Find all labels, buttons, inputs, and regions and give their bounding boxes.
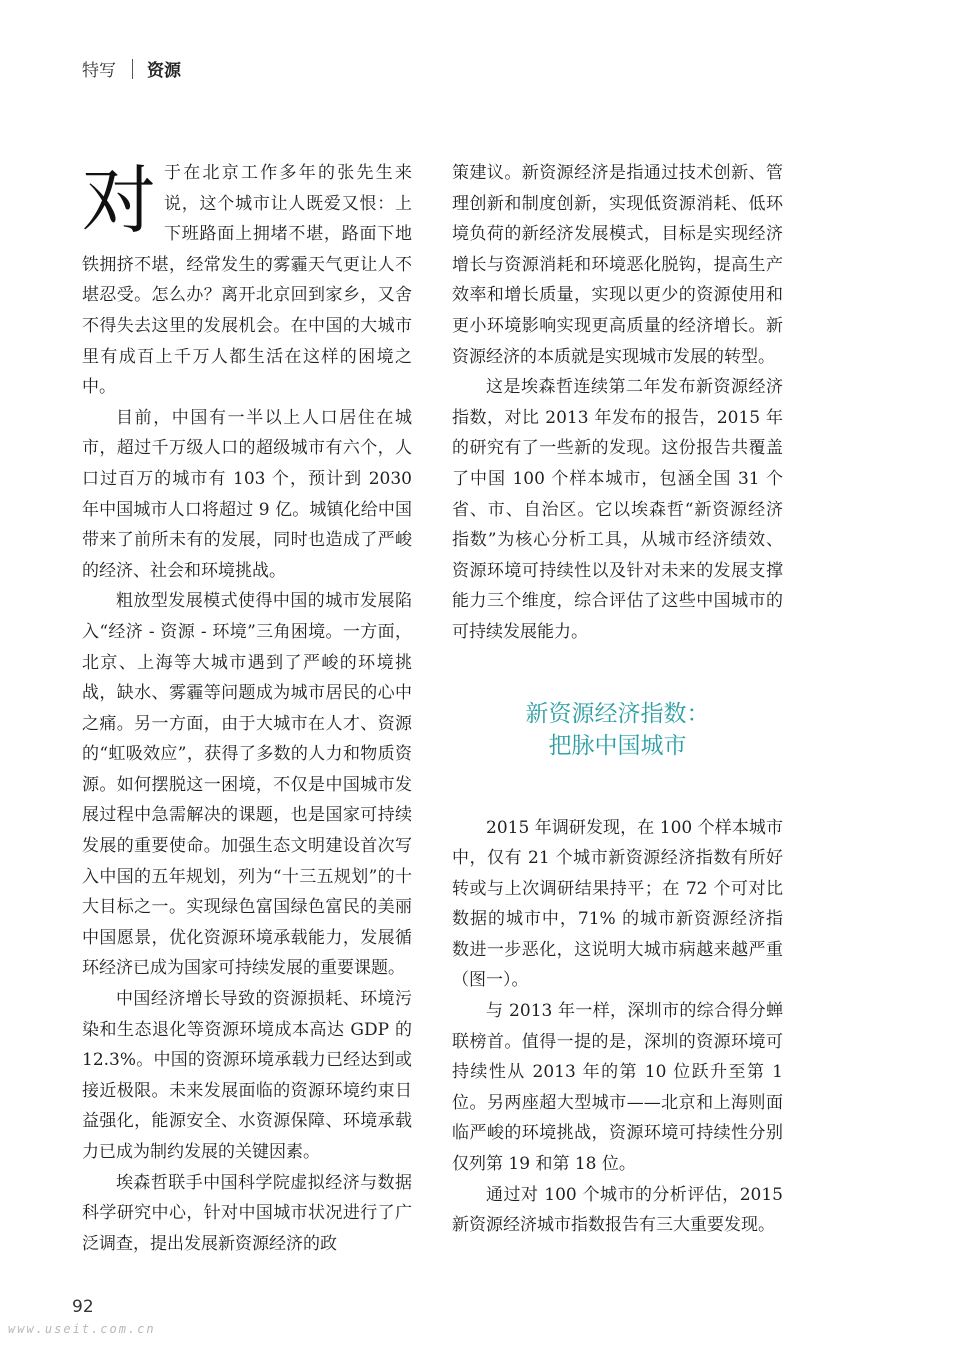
paragraph: 埃森哲联手中国科学院虚拟经济与数据科学研究中心，针对中国城市状况进行了广泛调查，提出发展新资源经济的政 bbox=[82, 1172, 412, 1254]
watermark: www.useit.com.cn bbox=[8, 1322, 156, 1336]
right-column bbox=[452, 158, 783, 1241]
paragraph: 目前，中国有一半以上人口居住在城市，超过千万级人口的超级城市有六个，人口过百万的城市有 103 个，预计到 2030 年中国城市人口将超过 9 亿。城镇化给中国带来了前所未有的发展，同时也造成了严峻的经济、社会和环境挑战。 bbox=[82, 407, 412, 581]
header-section: 资源 bbox=[147, 61, 181, 81]
paragraph: 2015 年调研发现，在 100 个样本城市中，仅有 21 个城市新资源经济指数有所好转或与上次调研结果持平；在 72 个可对比数据的城市中，71% 的城市新资源经济指数进一步恶化，这说明大城市病越来越严重（图一）。 bbox=[452, 817, 783, 991]
paragraph-text: 于在北京工作多年的张先生来说，这个城市让人既爱又恨：上下班路面上拥堵不堪，路面下地铁拥挤不堪，经常发生的雾霾天气更让人不堪忍受。怎么办？离开北京回到家乡，又舍不得失去这里的发展机会。在中国的大城市里有成百上千万人都生活在这样的困境之中。 bbox=[82, 163, 412, 398]
paragraph: 与 2013 年一样，深圳市的综合得分蝉联榜首。值得一提的是，深圳的资源环境可持续性从 2013 年的第 10 位跃升至第 1 位。另两座超大型城市——北京和上海则面临严峻的环境挑战，资源环境可持续性分别仅列第 19 和第 18 位。 bbox=[452, 1001, 783, 1175]
section-subheading bbox=[452, 698, 783, 762]
header-category: 特写 bbox=[82, 61, 116, 81]
header-divider bbox=[132, 59, 133, 79]
drop-cap: 对 bbox=[82, 158, 156, 244]
paragraph bbox=[82, 158, 412, 403]
paragraph: 粗放型发展模式使得中国的城市发展陷入“经济 - 资源 - 环境”三角困境。一方面，北京、上海等大城市遇到了严峻的环境挑战，缺水、雾霾等问题成为城市居民的心中之痛。另一方面，由于大城市在人才、资源的“虹吸效应”，获得了多数的人力和物质资源。如何摆脱这一困境，不仅是中国城市发展过程中急需解决的课题，也是国家可持续发展的重要使命。加强生态文明建设首次写入中国的五年规划，列为“十三五规划”的十大目标之一。实现绿色富国绿色富民的美丽中国愿景，优化资源环境承载能力，发展循环经济已成为国家可持续发展的重要课题。 bbox=[82, 591, 412, 979]
subheading-line: 新资源经济指数： bbox=[525, 700, 710, 727]
page-number: 92 bbox=[72, 1297, 94, 1317]
paragraph: 策建议。新资源经济是指通过技术创新、管理创新和制度创新，实现低资源消耗、低环境负荷的新经济发展模式，目标是实现经济增长与资源消耗和环境恶化脱钩，提高生产效率和增长质量，实现以更少的资源使用和更小环境影响实现更高质量的经济增长。新资源经济的本质就是实现城市发展的转型。 bbox=[452, 163, 783, 367]
paragraph: 这是埃森哲连续第二年发布新资源经济指数，对比 2013 年发布的报告，2015 年的研究有了一些新的发现。这份报告共覆盖了中国 100 个样本城市，包涵全国 31 个省、市、自治区。它以埃森哲“新资源经济指数”为核心分析工具，从城市经济绩效、资源环境可持续性以及针对未来的发展支撑能力三个维度，综合评估了这些中国城市的可持续发展能力。 bbox=[452, 377, 783, 642]
paragraph: 中国经济增长导致的资源损耗、环境污染和生态退化等资源环境成本高达 GDP 的 12.3%。中国的资源环境承载力已经达到或接近极限。未来发展面临的资源环境约束日益强化，能源安全、水资源保障、环境承载力已成为制约发展的关键因素。 bbox=[82, 989, 412, 1162]
paragraph: 通过对 100 个城市的分析评估，2015 新资源经济城市指数报告有三大重要发现。 bbox=[452, 1184, 783, 1236]
subheading-line: 把脉中国城市 bbox=[548, 732, 687, 759]
running-header bbox=[82, 56, 181, 81]
left-column bbox=[82, 158, 412, 1259]
